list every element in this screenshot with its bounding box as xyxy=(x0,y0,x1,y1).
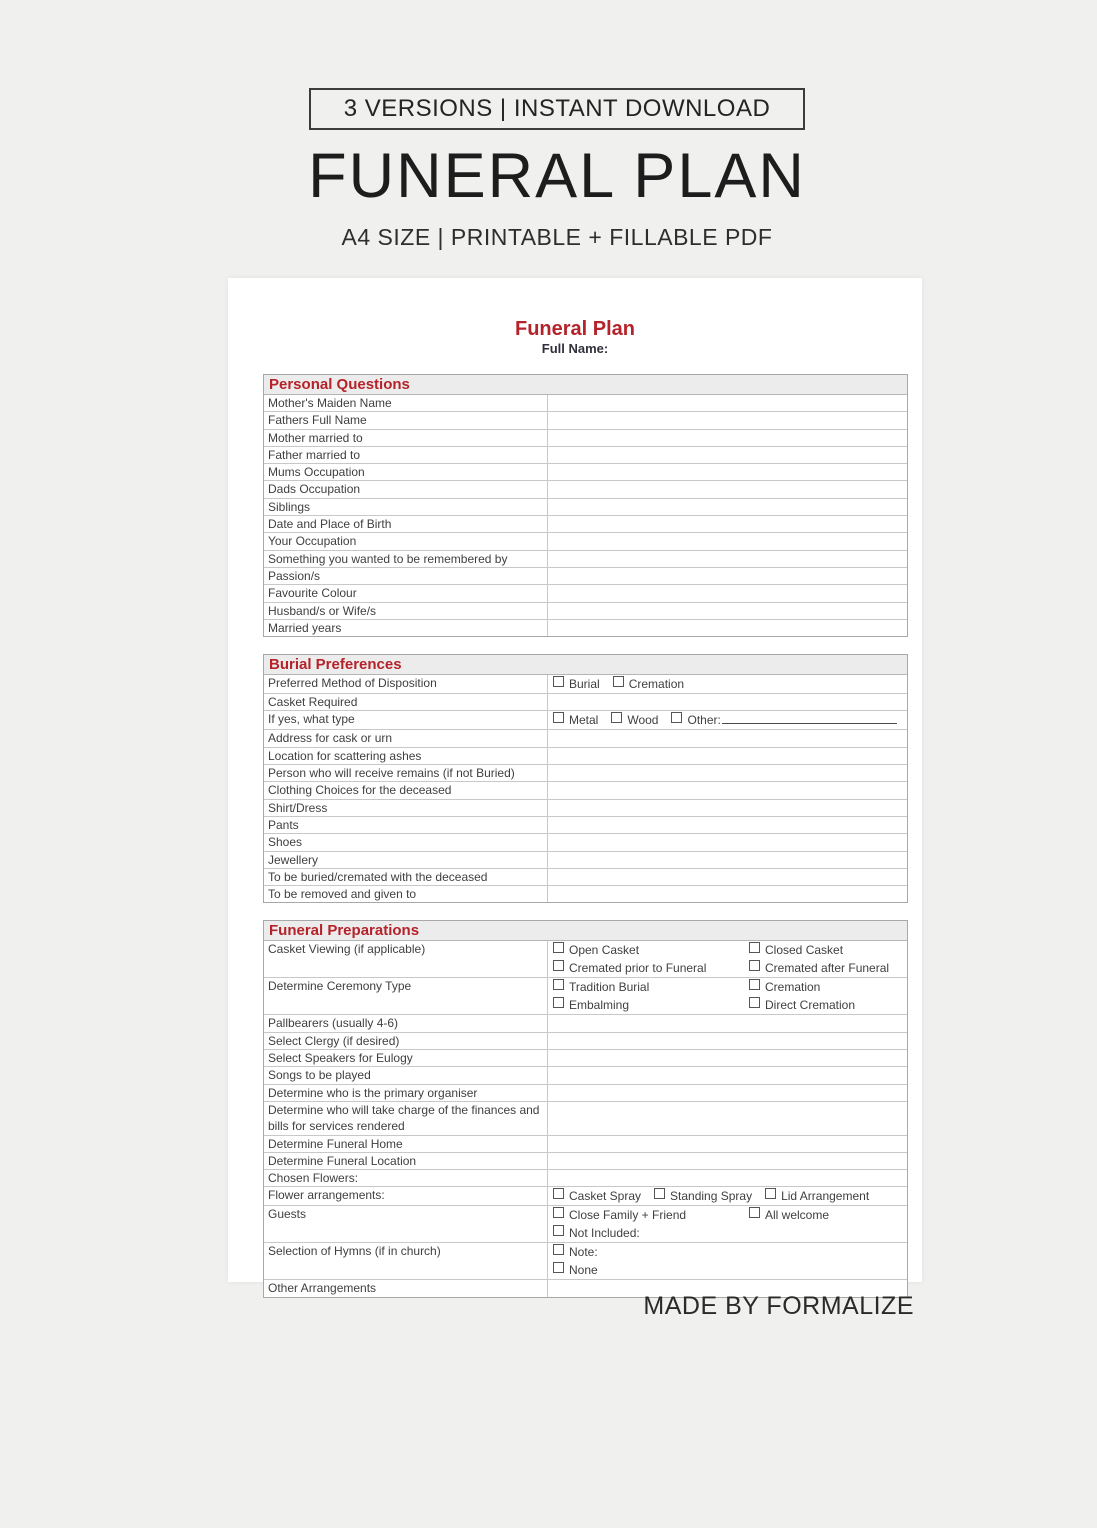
row-label: Passion/s xyxy=(264,568,548,584)
row-label: Flower arrangements: xyxy=(264,1187,548,1205)
form-row xyxy=(264,782,907,799)
option-item xyxy=(553,959,749,977)
option-line xyxy=(553,1261,902,1279)
form-row xyxy=(264,412,907,429)
option-label: None xyxy=(569,1263,598,1278)
row-value xyxy=(548,800,907,816)
checkbox-icon xyxy=(611,712,622,723)
form-row xyxy=(264,551,907,568)
row-value xyxy=(548,817,907,833)
row-label: Jewellery xyxy=(264,852,548,868)
row-value xyxy=(548,978,907,1014)
doc-title: Funeral Plan xyxy=(514,318,636,340)
option-label: Other: xyxy=(687,713,721,728)
row-label: Songs to be played xyxy=(264,1067,548,1083)
form-sections xyxy=(263,374,908,1315)
option-item xyxy=(613,677,684,691)
row-label: If yes, what type xyxy=(264,711,548,729)
row-value xyxy=(548,765,907,781)
section-funeral-preparations xyxy=(263,920,908,1297)
subtitle: A4 SIZE | PRINTABLE + FILLABLE PDF xyxy=(341,224,773,250)
row-label: Pallbearers (usually 4-6) xyxy=(264,1015,548,1031)
section-heading: Funeral Preparations xyxy=(264,921,907,941)
row-value xyxy=(548,1015,907,1031)
checkbox-icon xyxy=(553,676,564,687)
row-label: Your Occupation xyxy=(264,533,548,549)
option-label: Lid Arrangement xyxy=(781,1189,870,1204)
row-value xyxy=(548,1170,907,1186)
form-row xyxy=(264,852,907,869)
option-line xyxy=(553,1206,902,1224)
form-row xyxy=(264,395,907,412)
checkbox-icon xyxy=(613,676,624,687)
option-line xyxy=(553,1187,902,1205)
row-label: Date and Place of Birth xyxy=(264,516,548,532)
row-value xyxy=(548,1067,907,1083)
row-value xyxy=(548,694,907,710)
row-value xyxy=(548,748,907,764)
section-heading: Burial Preferences xyxy=(264,655,907,675)
option-label: Casket Spray xyxy=(569,1189,642,1204)
row-label: To be removed and given to xyxy=(264,886,548,902)
form-row xyxy=(264,568,907,585)
row-label: Something you wanted to be remembered by xyxy=(264,551,548,567)
form-row xyxy=(264,620,907,636)
form-row xyxy=(264,765,907,782)
row-label: Person who will receive remains (if not Buried) xyxy=(264,765,548,781)
option-line xyxy=(553,959,902,977)
form-row xyxy=(264,817,907,834)
checkbox-icon xyxy=(671,712,682,723)
form-row xyxy=(264,694,907,711)
row-label: To be buried/cremated with the deceased xyxy=(264,869,548,885)
row-label: Determine Funeral Location xyxy=(264,1153,548,1169)
row-value xyxy=(548,675,907,693)
row-value xyxy=(548,551,907,567)
main-title: FUNERAL PLAN xyxy=(308,141,806,211)
option-item xyxy=(671,713,896,727)
checkbox-icon xyxy=(749,1207,760,1218)
row-label: Other Arrangements xyxy=(264,1280,548,1296)
row-value xyxy=(548,730,907,746)
option-label: Note: xyxy=(569,1245,598,1260)
row-value xyxy=(548,568,907,584)
option-label: Wood xyxy=(627,713,659,728)
checkbox-icon xyxy=(553,979,564,990)
option-label: Burial xyxy=(569,677,600,692)
option-label: Close Family + Friend xyxy=(569,1208,687,1223)
row-label: Casket Required xyxy=(264,694,548,710)
option-label: Cremation xyxy=(628,677,685,692)
form-row xyxy=(264,800,907,817)
checkbox-icon xyxy=(553,1225,564,1236)
row-value xyxy=(548,1243,907,1279)
row-value xyxy=(548,499,907,515)
form-row xyxy=(264,886,907,902)
row-value xyxy=(548,620,907,636)
row-label: Shoes xyxy=(264,834,548,850)
option-label: Open Casket xyxy=(569,943,640,958)
row-label: Determine who will take charge of the finances and bills for services rendered xyxy=(264,1102,548,1135)
checkbox-icon xyxy=(553,1188,564,1199)
row-label: Address for cask or urn xyxy=(264,730,548,746)
form-row xyxy=(264,516,907,533)
row-label: Married years xyxy=(264,620,548,636)
row-value xyxy=(548,1102,907,1135)
form-row xyxy=(264,748,907,765)
form-row xyxy=(264,533,907,550)
row-value xyxy=(548,430,907,446)
form-row xyxy=(264,1033,907,1050)
option-label: Direct Cremation xyxy=(765,998,856,1013)
row-label: Guests xyxy=(264,1206,548,1242)
option-label: Cremated after Funeral xyxy=(765,961,890,976)
row-value xyxy=(548,886,907,902)
option-line xyxy=(553,941,902,959)
option-item xyxy=(553,1206,749,1224)
checkbox-icon xyxy=(749,997,760,1008)
option-item xyxy=(553,677,600,691)
form-row xyxy=(264,499,907,516)
option-item xyxy=(749,943,843,957)
row-value xyxy=(548,481,907,497)
option-line xyxy=(553,1243,902,1261)
form-row xyxy=(264,711,907,730)
row-label: Determine Funeral Home xyxy=(264,1136,548,1152)
form-row xyxy=(264,1050,907,1067)
option-label: Closed Casket xyxy=(765,943,844,958)
row-value xyxy=(548,1187,907,1205)
form-row xyxy=(264,1067,907,1084)
option-label: Tradition Burial xyxy=(569,980,650,995)
option-item xyxy=(749,998,855,1012)
option-item xyxy=(749,980,820,994)
row-value xyxy=(548,464,907,480)
row-label: Shirt/Dress xyxy=(264,800,548,816)
row-label: Father married to xyxy=(264,447,548,463)
row-label: Mother married to xyxy=(264,430,548,446)
checkbox-icon xyxy=(553,960,564,971)
form-row xyxy=(264,1102,907,1136)
section-personal-questions xyxy=(263,374,908,637)
form-row xyxy=(264,1136,907,1153)
hero-header xyxy=(17,0,1097,251)
option-label: Standing Spray xyxy=(670,1189,753,1204)
option-label: Not Included: xyxy=(569,1226,640,1241)
checkbox-icon xyxy=(654,1188,665,1199)
option-label: Cremated prior to Funeral xyxy=(569,961,707,976)
row-value xyxy=(548,1206,907,1242)
row-label: Chosen Flowers: xyxy=(264,1170,548,1186)
option-item xyxy=(553,941,749,959)
checkbox-icon xyxy=(749,960,760,971)
option-item xyxy=(765,1189,869,1203)
section-heading: Personal Questions xyxy=(264,375,907,395)
option-label: Cremation xyxy=(765,980,821,995)
row-value xyxy=(548,395,907,411)
option-item xyxy=(749,1208,829,1222)
row-label: Mother's Maiden Name xyxy=(264,395,548,411)
form-row xyxy=(264,1187,907,1206)
option-line xyxy=(553,996,902,1014)
option-label: All welcome xyxy=(765,1208,830,1223)
form-row xyxy=(264,447,907,464)
form-row xyxy=(264,603,907,620)
form-row xyxy=(264,585,907,602)
row-label: Select Speakers for Eulogy xyxy=(264,1050,548,1066)
row-value xyxy=(548,1136,907,1152)
form-row xyxy=(264,481,907,498)
option-item xyxy=(553,978,749,996)
option-item xyxy=(553,713,598,727)
row-value xyxy=(548,1050,907,1066)
row-value xyxy=(548,869,907,885)
form-row xyxy=(264,730,907,747)
checkbox-icon xyxy=(553,997,564,1008)
option-item xyxy=(553,1224,749,1242)
document-page xyxy=(228,278,922,1296)
row-value xyxy=(548,1033,907,1049)
checkbox-icon xyxy=(749,942,760,953)
checkbox-icon xyxy=(765,1188,776,1199)
form-row xyxy=(264,1015,907,1032)
row-label: Husband/s or Wife/s xyxy=(264,603,548,619)
footer-credit: MADE BY FORMALIZE xyxy=(643,1292,914,1320)
row-value xyxy=(548,852,907,868)
row-label: Fathers Full Name xyxy=(264,412,548,428)
option-item xyxy=(749,961,889,975)
row-label: Preferred Method of Disposition xyxy=(264,675,548,693)
option-line xyxy=(553,978,902,996)
row-label: Dads Occupation xyxy=(264,481,548,497)
option-label: Metal xyxy=(569,713,599,728)
form-row xyxy=(264,941,907,978)
row-label: Mums Occupation xyxy=(264,464,548,480)
row-label: Favourite Colour xyxy=(264,585,548,601)
option-item xyxy=(654,1189,752,1203)
row-value xyxy=(548,834,907,850)
row-label: Pants xyxy=(264,817,548,833)
row-value xyxy=(548,941,907,977)
form-row xyxy=(264,464,907,481)
row-value xyxy=(548,516,907,532)
checkbox-icon xyxy=(553,1207,564,1218)
row-label: Clothing Choices for the deceased xyxy=(264,782,548,798)
full-name-label: Full Name: xyxy=(541,341,609,356)
row-value xyxy=(548,412,907,428)
option-item xyxy=(611,713,658,727)
option-line xyxy=(553,1224,902,1242)
option-item xyxy=(553,996,749,1014)
checkbox-icon xyxy=(553,712,564,723)
form-row xyxy=(264,1085,907,1102)
row-label: Siblings xyxy=(264,499,548,515)
row-value xyxy=(548,447,907,463)
form-row xyxy=(264,1206,907,1243)
row-label: Selection of Hymns (if in church) xyxy=(264,1243,548,1279)
option-item xyxy=(553,1263,598,1277)
checkbox-icon xyxy=(749,979,760,990)
form-row xyxy=(264,1153,907,1170)
form-row xyxy=(264,1243,907,1280)
option-line xyxy=(553,711,910,729)
fill-line xyxy=(722,714,897,724)
banner-text: 3 VERSIONS | INSTANT DOWNLOAD xyxy=(343,95,771,122)
row-value xyxy=(548,782,907,798)
option-item xyxy=(553,1189,641,1203)
row-label: Casket Viewing (if applicable) xyxy=(264,941,548,977)
banner-box xyxy=(309,88,805,130)
row-value xyxy=(548,1153,907,1169)
row-label: Location for scattering ashes xyxy=(264,748,548,764)
option-line xyxy=(553,675,902,693)
form-row xyxy=(264,675,907,694)
checkbox-icon xyxy=(553,942,564,953)
row-value xyxy=(548,585,907,601)
row-value xyxy=(548,603,907,619)
form-row xyxy=(264,978,907,1015)
checkbox-icon xyxy=(553,1244,564,1255)
row-value xyxy=(548,1085,907,1101)
row-value xyxy=(548,711,915,729)
checkbox-icon xyxy=(553,1262,564,1273)
row-label: Determine who is the primary organiser xyxy=(264,1085,548,1101)
form-row xyxy=(264,1170,907,1187)
form-row xyxy=(264,834,907,851)
option-label: Embalming xyxy=(569,998,630,1013)
form-row xyxy=(264,430,907,447)
section-burial-preferences xyxy=(263,654,908,903)
form-row xyxy=(264,869,907,886)
row-label: Determine Ceremony Type xyxy=(264,978,548,1014)
option-item xyxy=(553,1245,598,1259)
row-label: Select Clergy (if desired) xyxy=(264,1033,548,1049)
row-value xyxy=(548,533,907,549)
